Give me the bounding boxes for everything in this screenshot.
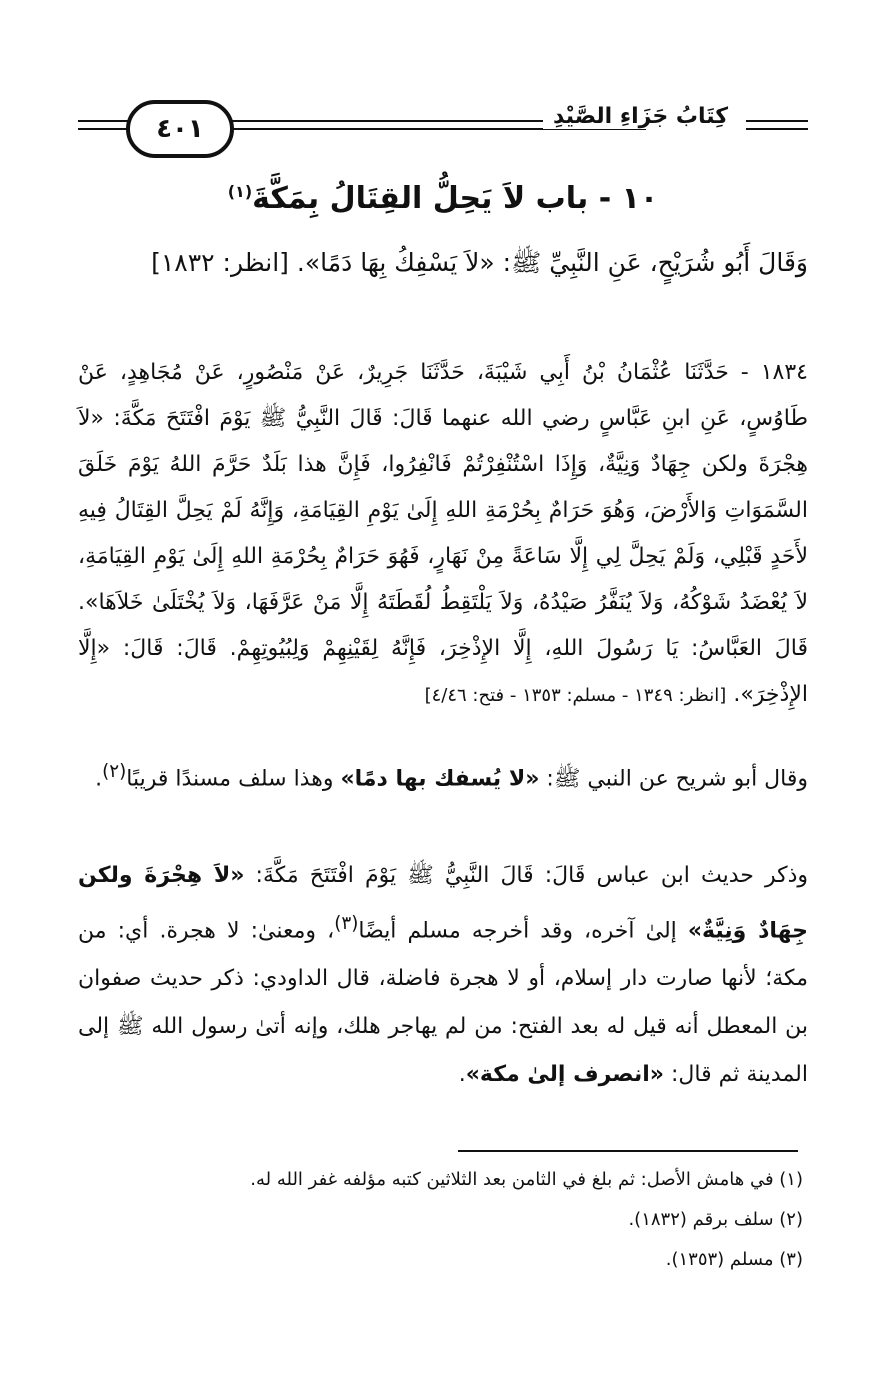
footnote: (٢) سلف برقم (١٨٣٢). (628, 1209, 803, 1230)
commentary-text: وذكر حديث ابن عباس قَالَ: قَالَ النَّبِيُّ ﷺ يَوْمَ افْتَتَحَ مَكَّةَ: (244, 863, 808, 888)
header-rule (746, 128, 808, 130)
commentary-text: ، ومعنىٰ: لا هجرة. أي: من مكة؛ لأنها صارت دار إسلام، أو لا هجرة فاضلة، قال الداودي: ذكر حديث صفوان بن المعطل أنه قيل له بعد الفتح: من لم يهاجر هلك، وإنه أتىٰ رسول الله ﷺ إلى المدينة ثم قال: (78, 918, 808, 1088)
footnote: (٣) مسلم (١٣٥٣). (665, 1249, 803, 1270)
page-header (78, 92, 808, 162)
quote: «لا يُسفك بها دمًا» (340, 766, 540, 792)
footnote-marker: (١) (227, 182, 253, 201)
hadith-text: ١٨٣٤ - حَدَّثَنَا عُثْمَانُ بْنُ أَبِي شَيْبَةَ، حَدَّثَنَا جَرِيرٌ، عَنْ مَنْصُورٍ، عَنْ مُجَاهِدٍ، عَنْ طَاوُسٍ، عَنِ ابنِ عَبَّاسٍ رضي الله عنهما قَالَ: قَالَ النَّبِيُّ ﷺ يَوْمَ افْتَتَحَ مَكَّةَ: «لاَ هِجْرَةَ ولكن جِهَادٌ وَنِيَّةٌ، وَإِذَا اسْتُنْفِرْتُمْ فَانْفِرُوا، فَإِنَّ هذا بَلَدٌ حَرَّمَ اللهُ يَوْمَ خَلَقَ السَّمَوَاتِ وَالأَرْضَ، وَهُوَ حَرَامٌ بِحُرْمَةِ اللهِ إِلَىٰ يَوْمِ القِيَامَةِ، وَإِنَّهُ لَمْ يَحِلَّ القِتَالُ فِيهِ لأَحَدٍ قَبْلِي، وَلَمْ يَحِلَّ لِي إِلَّا سَاعَةً مِنْ نَهَارٍ، فَهُوَ حَرَامٌ بِحُرْمَةِ اللهِ إِلَىٰ يَوْمِ القِيَامَةِ، لاَ يُعْضَدُ شَوْكُهُ، وَلاَ يُنَفَّرُ صَيْدُهُ، وَلاَ يَلْتَقِطُ لُقَطَتَهُ إِلَّا مَنْ عَرَّفَهَا، وَلاَ يُخْتَلَىٰ خَلاَهَا». قَالَ العَبَّاسُ: يَا رَسُولَ اللهِ، إِلَّا الإِذْخِرَ، فَإِنَّهُ لِقَيْنِهِمْ وَلِبُيُوتِهِمْ. قَالَ: قَالَ: «إِلَّا الإِذْخِرَ». (78, 360, 808, 707)
book-title: كِتَابُ جَزَاءِ الصَّيْدِ (543, 104, 738, 129)
quote: «انصرف إلىٰ مكة» (465, 1062, 664, 1088)
chapter-title (78, 168, 808, 223)
hadith-reference: [انظر: ١٣٤٩ - مسلم: ١٣٥٣ - فتح: ٤/٤٦] (424, 685, 727, 706)
page-number-badge (126, 100, 234, 158)
commentary-text: وهذا سلف مسندًا قريبًا (126, 766, 341, 792)
footnotes (78, 1160, 803, 1280)
commentary-text: إلىٰ آخره، وقد أخرجه مسلم أيضًا (358, 918, 688, 944)
commentary-text: وقال أبو شريح عن النبي ﷺ: (539, 766, 808, 792)
commentary-text: . (458, 1062, 466, 1088)
quote: «لاَ هِجْرَةَ ولكن جِهَادٌ وَنِيَّةٌ» (78, 863, 808, 944)
header-rule (746, 120, 808, 122)
commentary-paragraph-1 (78, 748, 808, 803)
paragraph-abu-shuraih: وَقَالَ أَبُو شُرَيْحٍ، عَنِ النَّبِيِّ ﷺ: «لاَ يَسْفِكُ بِهَا دَمًا». [انظر: ١٨٣٢] (151, 248, 808, 277)
page-number: ٤٠١ (156, 114, 204, 144)
commentary-text: . (95, 766, 103, 792)
footnote-marker: (٢) (102, 761, 127, 782)
footnote-marker: (٣) (334, 913, 359, 934)
chapter-title-text: ١٠ - باب لاَ يَحِلُّ القِتَالُ بِمَكَّةَ (252, 181, 659, 216)
footnote-separator (458, 1150, 798, 1152)
hadith-1834 (78, 350, 808, 719)
footnote: (١) في هامش الأصل: ثم بلغ في الثامن بعد الثلاثين كتبه مؤلفه غفر الله له. (250, 1169, 803, 1190)
commentary-paragraph-2 (78, 852, 808, 1099)
